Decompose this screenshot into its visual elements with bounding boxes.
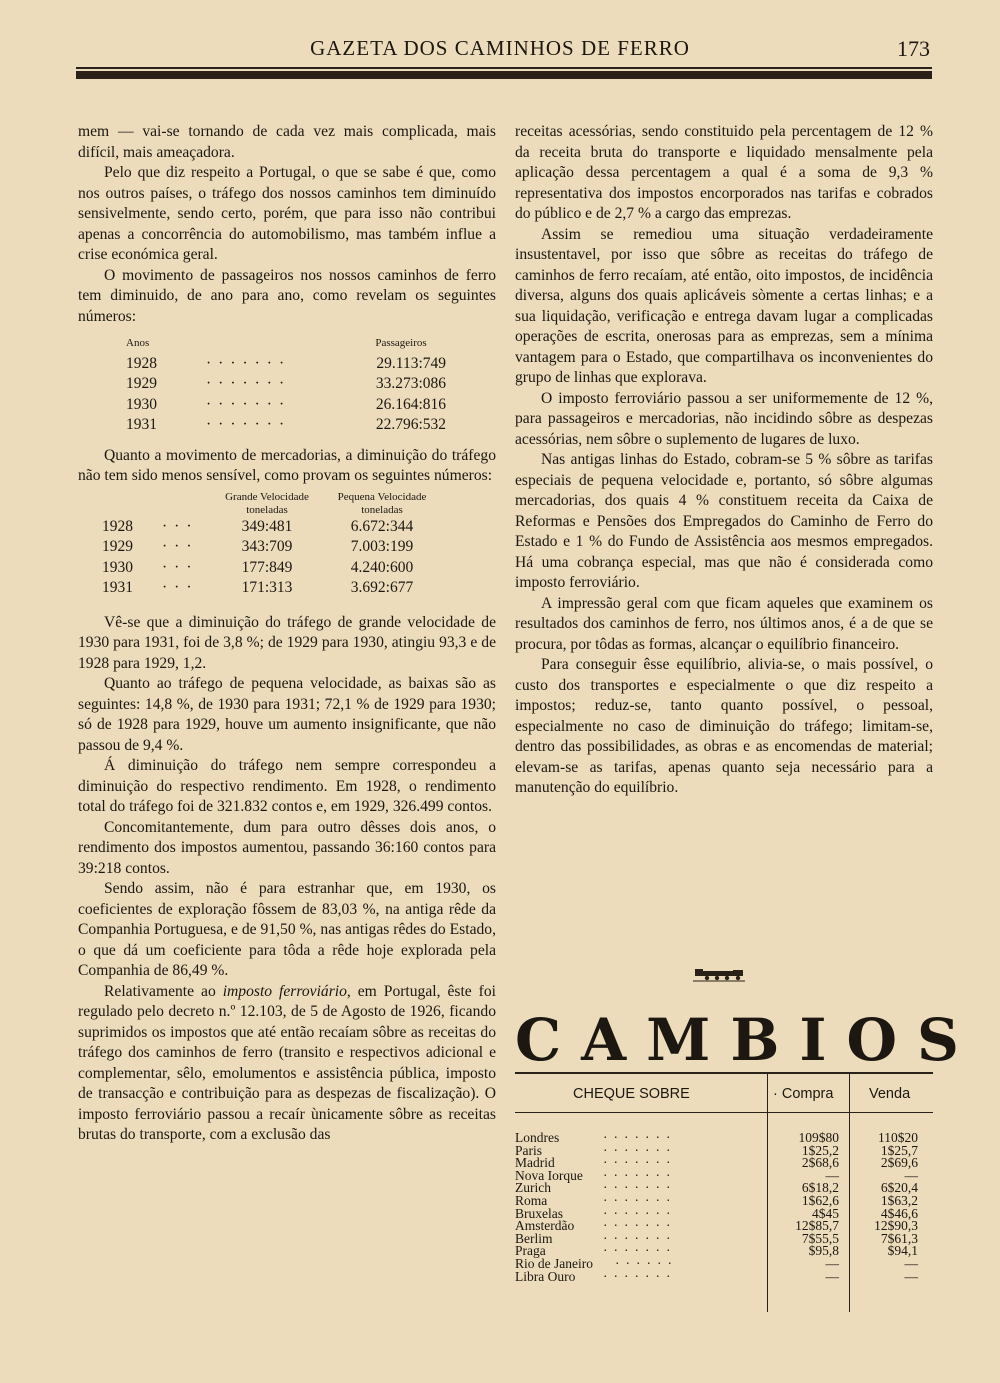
paragraph: Concomitantemente, dum para outro dêsses dois anos, o rendimento dos impostos aumentou, passando 36:160 contos para 39:218 contos.	[78, 818, 496, 877]
passengers-cell: 33.273:086	[375, 375, 446, 392]
table-row: Libra Ouro ······· — —	[515, 1271, 933, 1284]
sell-cell: —	[904, 1167, 918, 1183]
table-row: 1929 ··· 343:709 7.003:199	[102, 537, 442, 558]
year-cell: 1929	[126, 375, 157, 392]
paragraph: Para conseguir êsse equilíbrio, alivia-se, o mais possível, o custo dos transportes e especialmente o que diz respeito a impostos; reduz-se, tanto quanto possível, o pessoal, especialmente no caso de diminuição do tráfego; limitam-se, dentro das possibilidades, as obras e as encomendas de material; elevam-se as tarifas, apenas quanto seja necessário para a manutenção do equilíbrio.	[515, 656, 933, 796]
paragraph: Á diminuição do tráfego nem sempre correspondeu a diminuição do respectivo rendimento. Em 1928, o rendimento total do tráfego foi de 321.832 contos e, em 1929, 326.499 contos.	[78, 757, 496, 815]
sell-cell: 4$46,6	[880, 1205, 918, 1221]
table-row: 1930 ··· 177:849 4.240:600	[102, 558, 442, 579]
sell-cell: —	[904, 1268, 918, 1284]
header-rule-thick	[76, 71, 932, 79]
sell-cell: 110$20	[878, 1130, 918, 1145]
paragraph: Nas antigas linhas do Estado, cobram-se 5 % sôbre as tarifas especiais de pequena velocidade e, portanto, só sôbre algumas mercadorias, dos quais 4 % constituem receita da Caixa de Reformas e Pensões dos Empregados do Caminho de Ferro do Estado e 1 % do Fundo de Assistência aos mesmos empregados. Há uma cobrança especial, mas que não é considerada como imposto ferroviário.	[515, 451, 933, 591]
table-row: Londres ······· 109$80 110$20	[515, 1132, 933, 1145]
col-header-sell: Venda	[869, 1086, 911, 1102]
city-cell: Madrid	[515, 1155, 555, 1171]
table-row: 1931 ··· 171:313 3.692:677	[102, 578, 442, 599]
gv-cell: 171:313	[241, 579, 293, 596]
paragraph: Quanto a movimento de mercadorias, a diminuição do tráfego não tem sido menos sensível, como provam os seguintes números:	[78, 446, 496, 484]
year-cell: 1928	[126, 354, 157, 372]
header-rule-thin	[76, 67, 932, 69]
train-ornament-icon	[693, 966, 745, 982]
city-cell: Berlim	[515, 1230, 553, 1246]
buy-cell: 7$55,5	[801, 1230, 839, 1246]
city-cell: Paris	[515, 1142, 542, 1158]
pv-cell: 7.003:199	[350, 538, 414, 555]
pv-cell: 3.692:677	[350, 579, 414, 596]
left-column	[78, 122, 496, 1146]
table-row: Rio de Janeiro ······ — —	[515, 1258, 933, 1271]
buy-cell: 4$45	[812, 1205, 839, 1221]
page-number: 173	[897, 36, 930, 61]
table-row: 1931 ······· 22.796:532	[126, 415, 446, 436]
table-row: Praga ······· $95,8 $94,1	[515, 1245, 933, 1258]
passengers-cell: 22.796:532	[375, 416, 446, 433]
table-row: Amsterdão ······· 12$85,7 12$90,3	[515, 1220, 933, 1233]
paragraph: Quanto ao tráfego de pequena velocidade, as baixas são as seguintes: 14,8 %, de 1930 para 1931; 72,1 % de 1929 para 1930; só de 1928 para 1929, houve um aumento insignificante, que não passou de 9,4 %.	[78, 675, 496, 754]
table-row: Zurich ······· 6$18,2 6$20,4	[515, 1182, 933, 1195]
paragraph: Vê-se que a diminuição do tráfego de grande velocidade de 1930 para 1931, foi de 3,8 %; de 1929 para 1930, atingiu 93,3 e de 1928 para 1929, 1,2.	[78, 613, 496, 672]
col-header-gv	[212, 491, 322, 517]
table-row: Nova Iorque ······· — —	[515, 1170, 933, 1183]
city-cell: Zurich	[515, 1180, 551, 1196]
passengers-cell: 29.113:749	[376, 354, 446, 372]
sell-cell: $94,1	[887, 1243, 918, 1259]
gv-cell: 177:849	[241, 558, 293, 576]
paragraph	[78, 982, 496, 1146]
passengers-cell: 26.164:816	[375, 395, 446, 413]
city-cell: Bruxelas	[515, 1205, 563, 1221]
col-header-pv-line1: Pequena Velocidade	[337, 490, 427, 503]
col-header-buy: · Compra	[773, 1086, 834, 1102]
table-row: Madrid ······· 2$68,6 2$69,6	[515, 1157, 933, 1170]
table-row: 1929 ······· 33.273:086	[126, 374, 446, 395]
city-cell: Londres	[515, 1130, 560, 1145]
exchange-rates-table	[515, 1072, 933, 1312]
sell-cell: 6$20,4	[880, 1180, 918, 1196]
buy-cell: 6$18,2	[801, 1180, 839, 1196]
col-header-gv-line1: Grande Velocidade	[225, 490, 309, 503]
buy-cell: 109$80	[798, 1130, 839, 1145]
pv-cell: 6.672:344	[350, 517, 414, 535]
city-cell: Amsterdão	[515, 1218, 575, 1234]
buy-cell: $95,8	[808, 1243, 839, 1259]
paragraph: Sendo assim, não é para estranhar que, em 1930, os coeficientes de exploração fôssem de 83,03 %, na antiga rêde da Companhia Portuguesa, e de 91,50 %, nas antigas rêdes do Estado, o que dá um coeficiente para tôda a rêde hoje explorada pela Companhia de 86,49 %.	[78, 880, 496, 979]
table-row: 1930 ······· 26.164:816	[126, 395, 446, 416]
col-header-years: Anos	[126, 336, 150, 349]
paragraph: mem — vai-se tornando de cada vez mais complicada, mais difícil, mais ameaçadora.	[78, 123, 496, 161]
gv-cell: 349:481	[241, 517, 293, 535]
exchange-rows	[515, 1132, 933, 1283]
sell-cell: 1$25,7	[880, 1142, 918, 1158]
col-header-gv-line2: toneladas	[246, 503, 288, 516]
buy-cell: 2$68,6	[801, 1155, 839, 1171]
year-cell: 1929	[102, 538, 133, 555]
gv-cell: 343:709	[241, 538, 293, 555]
col-header-passengers: Passageiros	[375, 336, 427, 349]
right-column	[515, 122, 933, 799]
col-header-pv-line2: toneladas	[361, 503, 403, 516]
year-cell: 1928	[102, 517, 133, 535]
pv-cell: 4.240:600	[350, 558, 414, 576]
year-cell: 1930	[126, 395, 157, 413]
buy-cell: —	[825, 1255, 839, 1271]
sell-cell: 2$69,6	[880, 1155, 918, 1171]
sell-cell: 1$63,2	[880, 1192, 918, 1208]
year-cell: 1931	[102, 579, 133, 596]
paragraph: receitas acessórias, sendo constituido pela percentagem de 12 % da receita bruta do transporte e liquidado mensalmente pela aplicação dessa percentagem a qual é a soma de 9,3 % representativa dos impostos encorporados nas tarifas e cobrados do público e de 2,7 % a cargo das emprezas.	[515, 123, 933, 222]
table-top-rule	[515, 1072, 933, 1074]
paragraph: Pelo que diz respeito a Portugal, o que se sabe é que, como nos outros países, o tráfego dos nossos caminhos tem diminuído sensivelmente, sendo certo, porém, que para isso não contribui apenas a concorrência do automobilismo, mas também influe a crise económica geral.	[78, 164, 496, 263]
paragraph-text: Relativamente ao	[104, 982, 223, 1000]
col-header-pv	[322, 491, 442, 517]
paragraph: O imposto ferroviário passou a ser uniformemente de 12 %, para passageiros e mercadorias, não incidindo sôbre as despezas acessórias, nem sôbre o suplemento de lugares de luxo.	[515, 389, 933, 448]
table-row: Roma ······· 1$62,6 1$63,2	[515, 1195, 933, 1208]
col-header-cheque: CHEQUE SOBRE	[573, 1086, 690, 1102]
paragraph-text: , em Portugal, êste foi regulado pelo decreto n.º 12.103, de 5 de Agosto de 1926, ficando suprimidos os impostos que até então recaíam sôbre as receitas do tráfego dos caminhos de ferro (transito e respectivos adicional e complementar, sêlo, emolumentos e assistência pública, imposto de transacção e contribuição para as despezas de fiscalização). O imposto ferroviário passou a recaír ùnicamente sôbre as receitas brutas do transporte, com a exclusão das	[78, 982, 496, 1143]
city-cell: Libra Ouro	[515, 1268, 576, 1284]
buy-cell: 12$85,7	[795, 1218, 839, 1234]
sell-cell: 12$90,3	[874, 1218, 918, 1234]
sell-cell: —	[904, 1255, 918, 1271]
paragraph: A impressão geral com que ficam aqueles que examinem os resultados dos caminhos de ferro, nos últimos anos, é a de que se procura, por tôdas as formas, alcançar o equilíbrio financeiro.	[515, 594, 933, 653]
table-row: Bruxelas ······· 4$45 4$46,6	[515, 1208, 933, 1221]
passengers-table	[126, 333, 446, 436]
city-cell: Nova Iorque	[515, 1167, 583, 1183]
table-row: Paris ······· 1$25,2 1$25,7	[515, 1145, 933, 1158]
city-cell: Roma	[515, 1192, 548, 1208]
sell-cell: 7$61,3	[880, 1230, 918, 1246]
buy-cell: —	[825, 1167, 839, 1183]
cambios-title: CAMBIOS	[515, 1006, 979, 1074]
paragraph: O movimento de passageiros nos nossos caminhos de ferro tem diminuido, de ano para ano, como revelam os seguintes números:	[78, 266, 496, 325]
table-header-rule	[515, 1112, 933, 1113]
buy-cell: 1$62,6	[801, 1192, 839, 1208]
table-row: Berlim ······· 7$55,5 7$61,3	[515, 1233, 933, 1246]
col-header-buy-label: Compra	[781, 1086, 834, 1102]
goods-table	[102, 491, 442, 599]
table-row: 1928 ··· 349:481 6.672:344	[102, 517, 442, 538]
table-row: 1928 ······· 29.113:749	[126, 354, 446, 375]
city-cell: Rio de Janeiro	[515, 1255, 593, 1271]
buy-cell: 1$25,2	[801, 1142, 839, 1158]
paragraph: Assim se remediou uma situação verdadeiramente insustentavel, por isso que sôbre as receitas do tráfego de caminhos de ferro recaíam, até então, oito impostos, de incidência diversa, alguns dos quais aplicáveis sòmente a certas linhas; e a sua liquidação, verificação e entrega davam lugar a complicadas operações de escrita, onerosas para as emprezas, sem a mínima vantagem para o Estado, que compartilhava os inconvenientes do grupo de linhas que explorava.	[515, 225, 933, 386]
year-cell: 1931	[126, 416, 157, 433]
paragraph-emphasis: imposto ferroviário	[222, 982, 347, 1000]
buy-cell: —	[825, 1268, 839, 1284]
city-cell: Praga	[515, 1243, 546, 1259]
masthead-title: GAZETA DOS CAMINHOS DE FERRO	[310, 36, 690, 60]
year-cell: 1930	[102, 558, 133, 576]
